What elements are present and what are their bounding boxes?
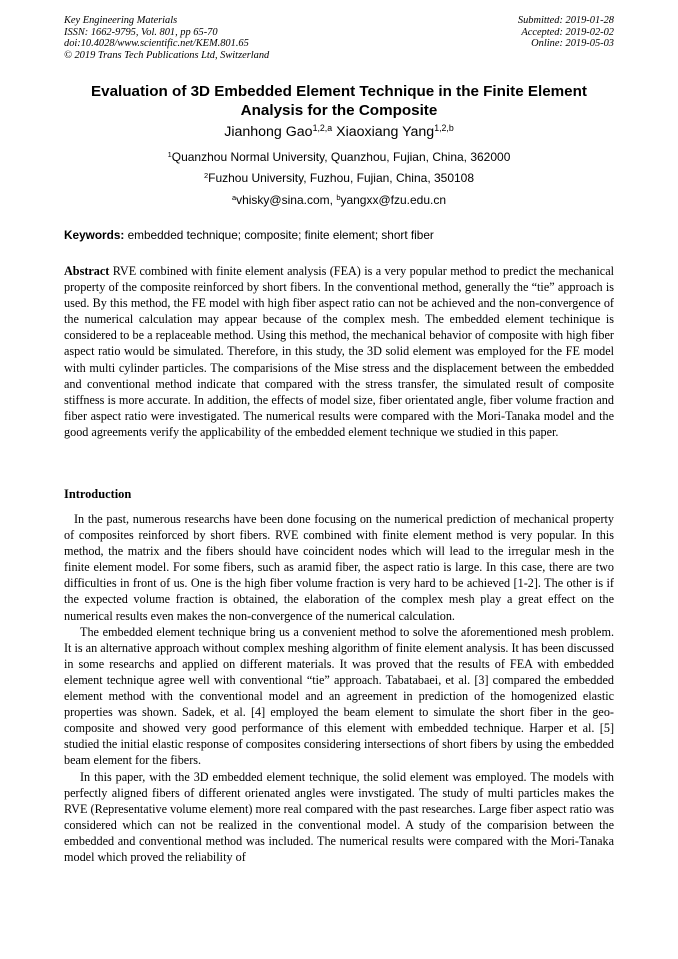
journal-name: Key Engineering Materials [64, 15, 178, 26]
doi-line: doi:10.4028/www.scientific.net/KEM.801.65 [64, 38, 249, 50]
abstract-section [64, 263, 614, 440]
affiliation-text: Fuzhou University, Fuzhou, Fujian, China, 350108 [208, 171, 475, 185]
abstract-text: RVE combined with finite element analysis (FEA) is a very popular method to predict the mechanical property of the composite reinforced by short fibers. In the conventional method, generally the “tie” approach is used. By this method, the FE model with high fiber aspect ratio can not be achieved and the non-convergence of the numerical calculation may appear because of the complex mesh. The embedded element techinique is considered to be a replaceable method. Using this method, the mechanical behavior of composite with high fiber aspect ratio would be simulated. Therefore, in this study, the 3D solid element was employed for the FE model with multi cylinder particles. The comparisions of the Mise stress and the displacement between the embedded and conventional method indicate that compared with the stress transfer, the simulated result of composite stiffness is more accurate. In addition, the effects of model size, fiber orientated angle, fiber volume fraction and fiber aspect ratio were investigated. The numerical results were compared with the Mori-Tanaka model and the good agreements verify the applicability of the embedded element technique we studied in this paper. [64, 264, 614, 439]
issn-line: ISSN: 1662-9795, Vol. 801, pp 65-70 [64, 26, 218, 38]
dates-header [518, 15, 614, 50]
author-emails [64, 193, 614, 208]
email-marker: b [336, 192, 341, 202]
email-marker: a [231, 192, 237, 202]
copyright-line: © 2019 Trans Tech Publications Ltd, Switzerland [64, 49, 270, 61]
author-affiliation-marker: 1,2,b [434, 123, 454, 134]
journal-info-header [64, 15, 269, 61]
author-affiliation-marker: 1,2,a [312, 123, 333, 134]
online-date: Online: 2019-05-03 [531, 38, 614, 50]
author-name: Xiaoxiang Yang [336, 124, 435, 140]
email-address: vhisky@sina.com, [236, 193, 337, 207]
introduction-paragraph: In the past, numerous researchs have been done focusing on the numerical prediction of mechanical property of composites reinforced by short fibers. RVE combined with finite element method is very popular. In this method, the matrix and the fibers should have coincident nodes which will lead to the irregular mesh in the finite element model. For some fibers, such as aramid fiber, the aspect ratio is large. In this case, there are two difficulties in front of us. One is the high fiber volume fraction is very hard to be achieved [1-2]. The other is if the expected volume fraction is obtained, the elaboration of the complex mesh play a great effect on the numerical results even makes the non-convergence of the numerical calculation. [64, 512, 614, 623]
author-list [64, 123, 614, 141]
paper-title: Evaluation of 3D Embedded Element Technique in the Finite Element Analysis for the Composite [91, 83, 587, 119]
submitted-date: Submitted: 2019-01-28 [517, 15, 614, 26]
affiliation-text: Quanzhou Normal University, Quanzhou, Fujian, China, 362000 [171, 150, 511, 164]
introduction-section [64, 511, 614, 865]
email-address: yangxx@fzu.edu.cn [340, 193, 447, 207]
introduction-paragraph: The embedded element technique bring us a convenient method to solve the aforementioned mesh problem. It is an alternative approach without complex meshing algorithm of finite element analysis. It has been discussed in some researchs and applied on different materials. It was proved that the results of FEA with embedded element technique agree well with conventional “tie” approach. Tabatabaei, et al. [3] compared the embedded element method with the conventional model and an agreement in prediction of the homogenized elastic properties was shown. Sadek, et al. [4] employed the beam element to simulate the short fiber in the geo-composite and showed very good performance of this element with embedded technique. Harper et al. [5] studied the initial elastic response of composites considering intersections of short fibers by using the embedded beam element for the fibers. [64, 624, 614, 768]
introduction-heading: Introduction [64, 487, 132, 501]
affiliation-1 [64, 150, 614, 165]
abstract-label: Abstract [64, 264, 110, 278]
affiliation-marker: 1 [167, 149, 172, 159]
keywords-text: embedded technique; composite; finite element; short fiber [124, 228, 434, 242]
keywords-line [64, 228, 614, 243]
affiliation-2 [64, 171, 614, 186]
accepted-date: Accepted: 2019-02-02 [521, 26, 614, 38]
author-name: Jianhong Gao [224, 124, 313, 140]
introduction-paragraph: In this paper, with the 3D embedded element technique, the solid element was employed. The models with perfectly aligned fibers of different orienated angles were invstigated. The study of multi particles makes the RVE (Representative volume element) more real compared with the past researches. Large fiber aspect ratio was considered which can not be realized in the conventional model. A study of the comparision between the embedded and conventional method was included. The numerical results were compared with the Mori-Tanaka model which proved the reliability of [64, 769, 614, 864]
affiliation-marker: 2 [203, 170, 209, 180]
keywords-label: Keywords: [64, 228, 125, 242]
